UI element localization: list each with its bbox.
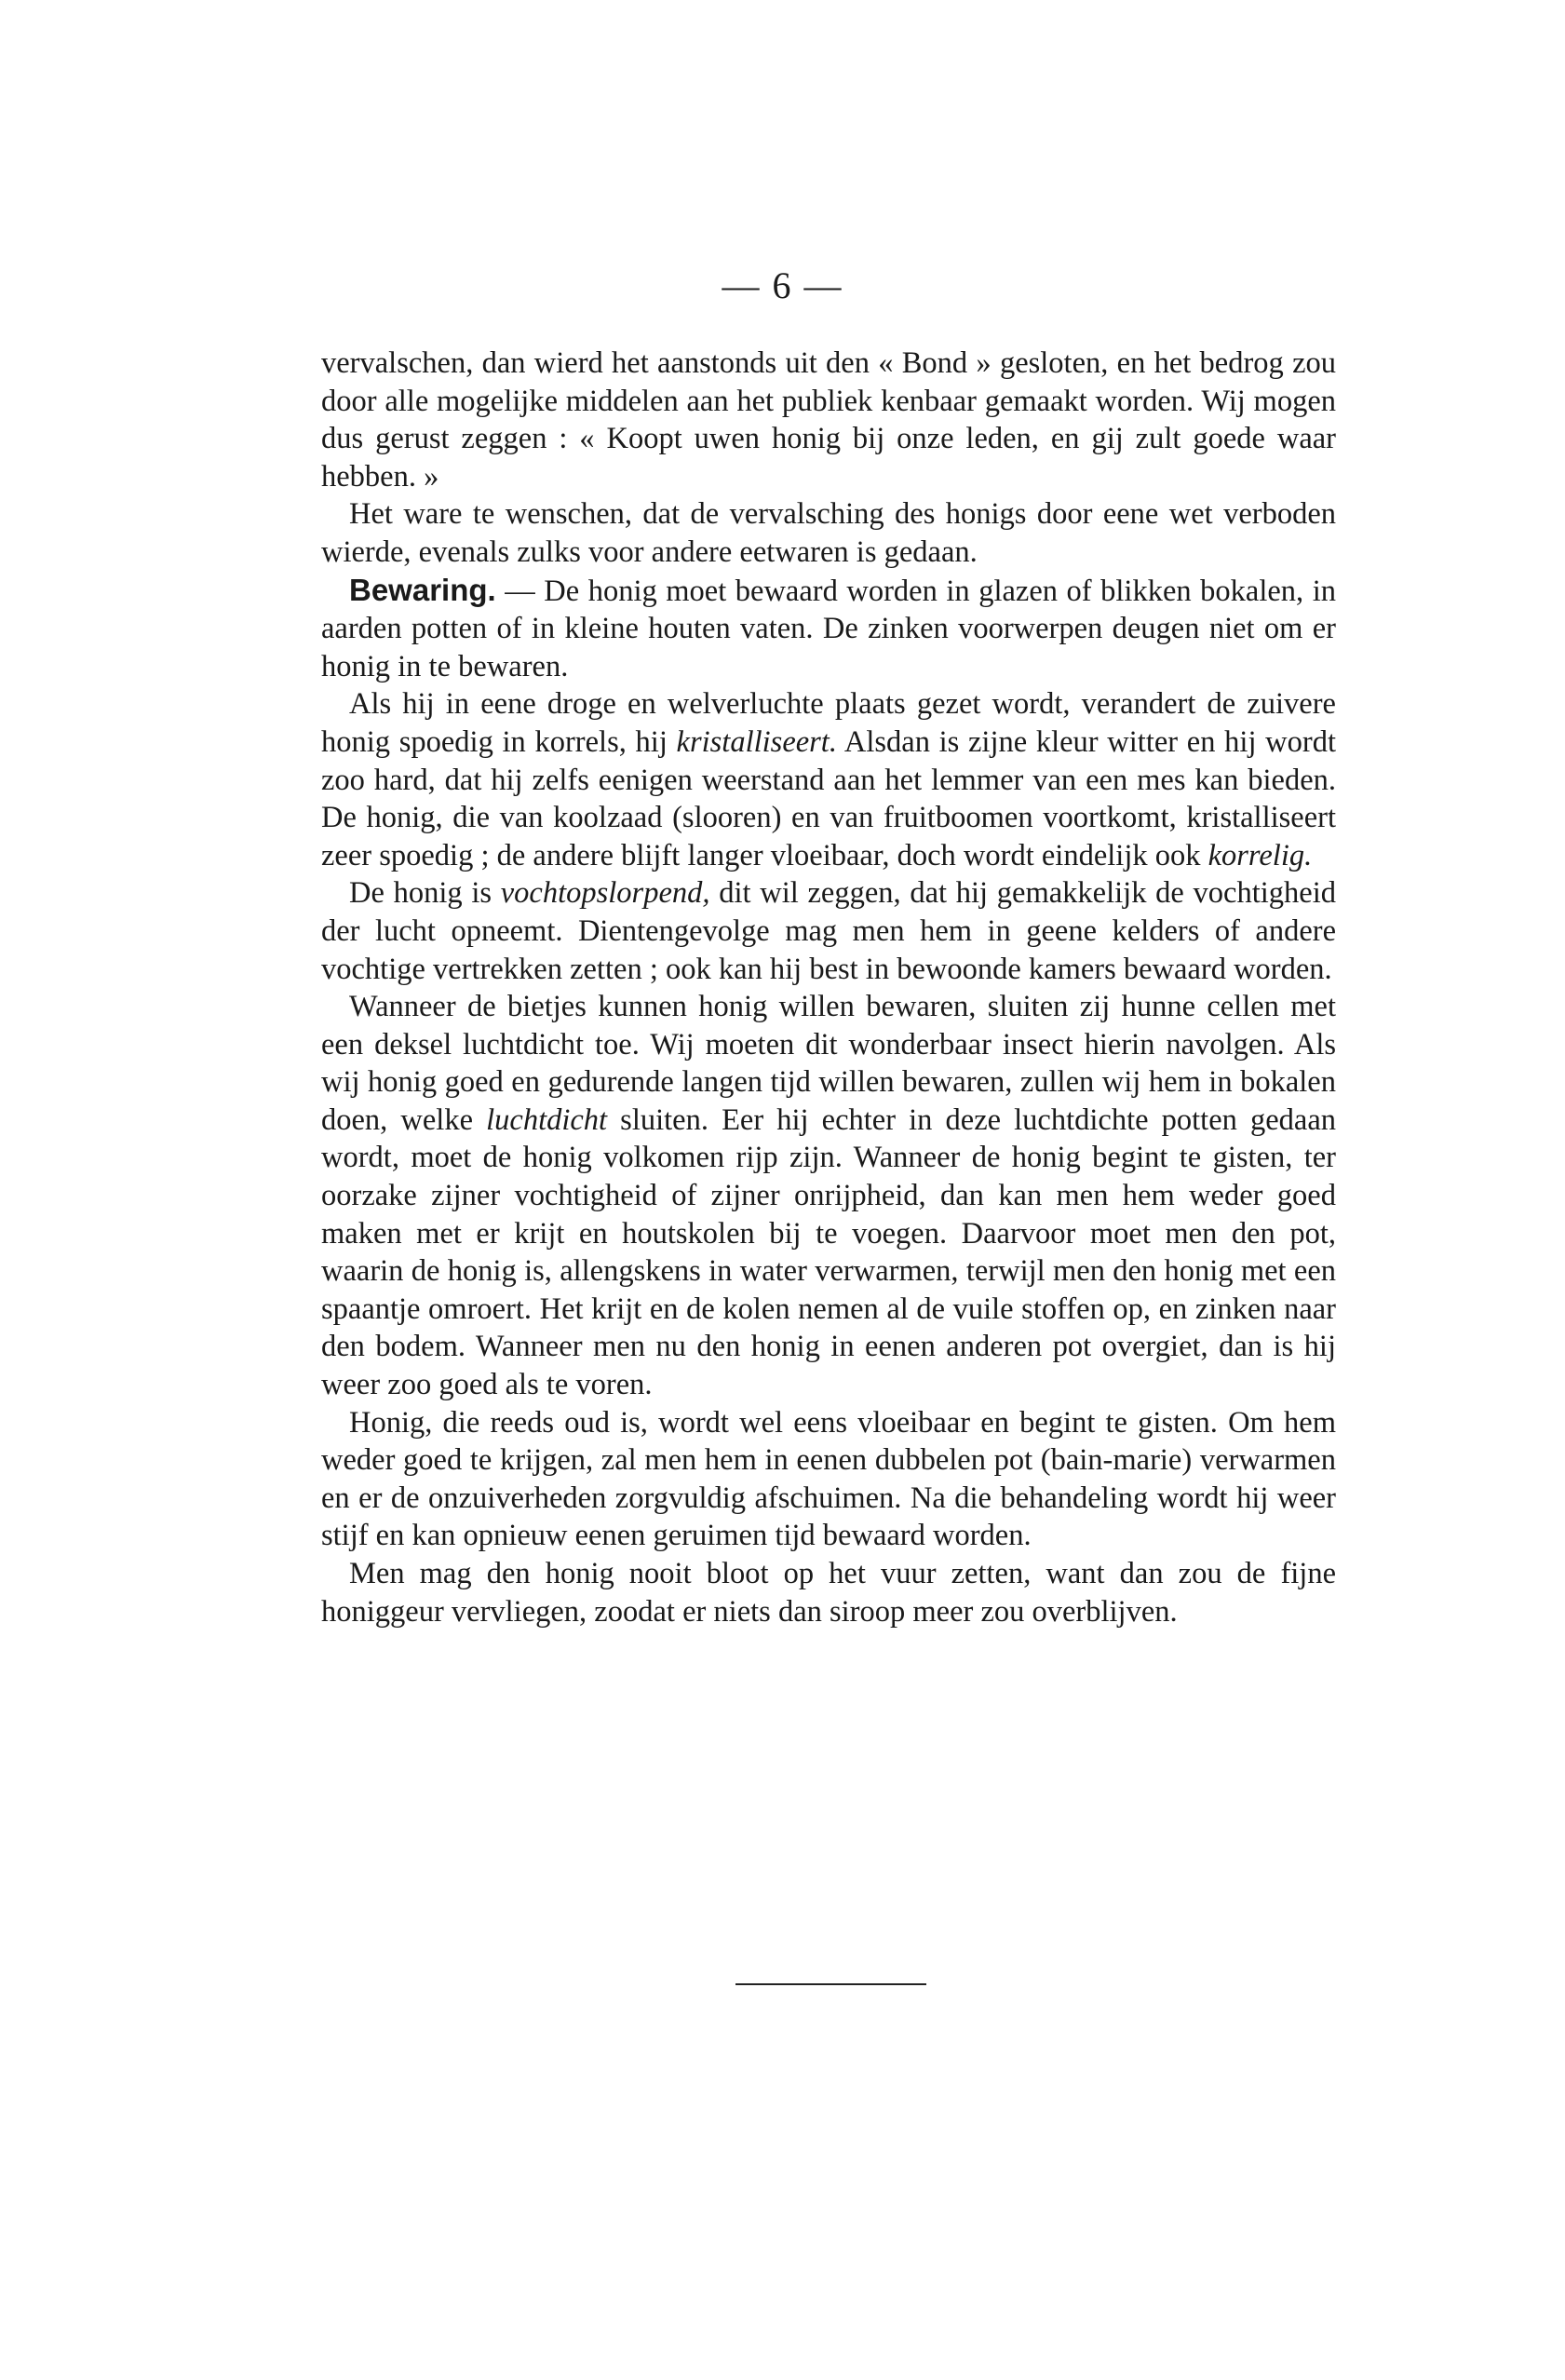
paragraph-6-part-1: Wanneer de bietjes kunnen honig willen bewaren, sluiten zij hunne cellen met een deksel luchtdicht toe. Wij moeten dit wonderbaar insect hierin navolgen. Als wij honig goed en gedurende langen tijd willen bewaren, zullen wij hem in bokalen doen, welke (321, 990, 1336, 1137)
italic-term-luchtdicht: luchtdicht (486, 1102, 608, 1137)
paragraph-6-part-2: sluiten. Eer hij echter in deze luchtdichte potten gedaan wordt, moet de honig volkomen rijp zijn. Wanneer de honig begint te gisten, ter oorzake zijner vochtigheid of zijner onrijpheid, dan kan men hem weder goed maken met er krijt en houtskolen bij te voegen. Daarvoor moet men den pot, waarin de honig is, allengskens in water verwarmen, terwijl men den honig met een spaantje omroert. Het krijt en de kolen nemen al de vuile stoffen op, en zinken naar den bodem. Wanneer men nu den honig in eenen anderen pot overgiet, dan is hij weer zoo goed als te voren. (321, 1102, 1337, 1402)
italic-term-korrelig: korrelig. (1207, 838, 1313, 872)
paragraph-5 (321, 874, 1336, 988)
page-number: — 6 — (722, 264, 843, 306)
paragraph-5-part-2: dit wil zeggen, dat hij gemakkelijk de vochtigheid der lucht opneemt. Dientengevolge mag men hem in geene kelders of andere vochtige vertrekken zetten ; ook kan hij best in bewoonde kamers bewaard worden. (321, 876, 1336, 986)
end-rule (735, 1983, 926, 1985)
paragraph-6 (321, 988, 1336, 1404)
paragraph-bewaring-text: — De honig moet bewaard worden in glazen of blikken bokalen, in aarden potten of in kleine houten vaten. De zinken voorwerpen deugen niet om er honig in te bewaren. (321, 574, 1336, 683)
paragraph-5-part-1: De honig is (349, 876, 501, 911)
paragraph-2: Het ware te wenschen, dat de vervalsching des honigs door eene wet verboden wierde, evenals zulks voor andere eetwaren is gedaan. (321, 497, 1336, 569)
paragraph-8: Men mag den honig nooit bloot op het vuur zetten, want dan zou de fijne honiggeur vervliegen, zoodat er niets dan siroop meer zou overblijven. (321, 1557, 1336, 1629)
paragraph-7: Honig, die reeds oud is, wordt wel eens vloeibaar en begint te gisten. Om hem weder goed te krijgen, zal men hem in eenen dubbelen pot (bain-marie) verwarmen en er de onzuiverheden zorgvuldig afschuimen. Na die behandeling wordt hij weer stijf en kan opnieuw eenen geruimen tijd bewaard worden. (321, 1405, 1336, 1553)
section-heading-bewaring: Bewaring. (349, 572, 496, 607)
italic-term-kristalliseert: kristalliseert. (676, 724, 837, 759)
paragraph-1: vervalschen, dan wierd het aanstonds uit den « Bond » gesloten, en het bedrog zou door alle mogelijke middelen aan het publiek kenbaar gemaakt worden. Wij mogen dus gerust zeggen : « Koopt uwen honig bij onze leden, en gij zult goede waar hebben. » (321, 346, 1336, 494)
paragraph-4-part-1: Als hij in eene droge en welverluchte plaats gezet wordt, verandert de zuivere honig spoedig in korrels, hij (321, 687, 1336, 759)
paragraph-4-part-2: Alsdan is zijne kleur witter en hij wordt zoo hard, dat hij zelfs eenigen weerstand aan het lemmer van een mes kan bieden. De honig, die van koolzaad (slooren) en van fruitboomen voortkomt, kristalliseert zeer spoedig ; de andere blijft langer vloeibaar, doch wordt eindelijk ook (321, 724, 1336, 872)
body-text (321, 345, 1336, 1630)
paragraph-4 (321, 685, 1336, 874)
italic-term-vochtopslorpend: vochtopslorpend, (500, 876, 710, 911)
paragraph-bewaring (321, 572, 1336, 686)
